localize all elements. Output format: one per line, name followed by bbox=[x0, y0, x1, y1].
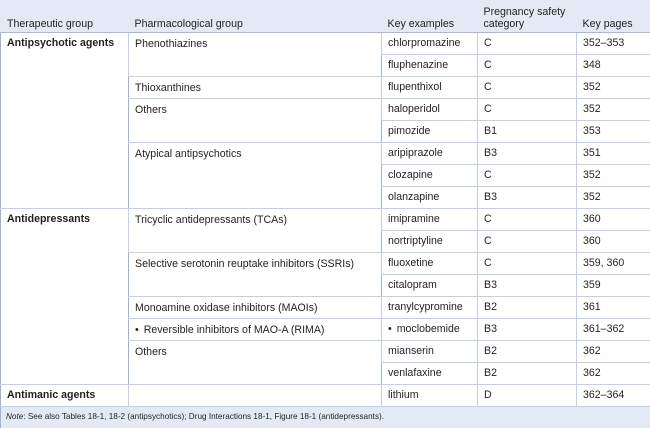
example-cell: imipramine bbox=[382, 208, 478, 230]
pharmacological-group-cell: Monoamine oxidase inhibitors (MAOIs) bbox=[129, 296, 382, 318]
header-pregnancy-category: Pregnancy safety category bbox=[478, 0, 577, 32]
header-therapeutic-group: Therapeutic group bbox=[1, 0, 129, 32]
category-cell: C bbox=[478, 208, 577, 230]
example-cell: fluoxetine bbox=[382, 252, 478, 274]
example-cell: tranylcypromine bbox=[382, 296, 478, 318]
pages-cell: 352 bbox=[577, 164, 650, 186]
therapeutic-group-cell: Antimanic agents bbox=[1, 384, 129, 406]
pharmacological-group-cell: Others bbox=[129, 340, 382, 384]
bullet-marker: • bbox=[135, 324, 139, 336]
pages-cell: 360 bbox=[577, 208, 650, 230]
category-cell: B2 bbox=[478, 362, 577, 384]
category-cell: C bbox=[478, 32, 577, 54]
pages-cell: 360 bbox=[577, 230, 650, 252]
pages-cell: 353 bbox=[577, 120, 650, 142]
note-text: : See also Tables 18-1, 18-2 (antipsychotics); Drug Interactions 18-1, Figure 18-1 (antidepressants). bbox=[23, 412, 384, 421]
category-cell: B2 bbox=[478, 296, 577, 318]
pharmacological-group-cell: Thioxanthines bbox=[129, 76, 382, 98]
table-note-row bbox=[1, 406, 650, 428]
pharmacological-group-cell: Tricyclic antidepressants (TCAs) bbox=[129, 208, 382, 252]
table-row bbox=[1, 208, 650, 230]
example-cell: citalopram bbox=[382, 274, 478, 296]
pharmacological-group-cell: Others bbox=[129, 98, 382, 142]
note-label: Note bbox=[6, 412, 23, 421]
pages-cell: 352 bbox=[577, 98, 650, 120]
table-note bbox=[1, 406, 650, 428]
category-cell: C bbox=[478, 230, 577, 252]
example-cell: chlorpromazine bbox=[382, 32, 478, 54]
pages-cell: 362–364 bbox=[577, 384, 650, 406]
example-cell: fluphenazine bbox=[382, 54, 478, 76]
category-cell: C bbox=[478, 98, 577, 120]
category-cell: B3 bbox=[478, 318, 577, 340]
example-cell: pimozide bbox=[382, 120, 478, 142]
example-cell: mianserin bbox=[382, 340, 478, 362]
category-cell: B1 bbox=[478, 120, 577, 142]
category-cell: C bbox=[478, 252, 577, 274]
header-key-pages: Key pages bbox=[577, 0, 650, 32]
example-cell: olanzapine bbox=[382, 186, 478, 208]
pages-cell: 361–362 bbox=[577, 318, 650, 340]
bullet-marker: • bbox=[388, 323, 392, 335]
pharmacological-group-cell: Selective serotonin reuptake inhibitors (SSRIs) bbox=[129, 252, 382, 296]
example-cell: haloperidol bbox=[382, 98, 478, 120]
category-cell: C bbox=[478, 54, 577, 76]
example-cell: lithium bbox=[382, 384, 478, 406]
header-row bbox=[1, 0, 650, 32]
pages-cell: 351 bbox=[577, 142, 650, 164]
category-cell: C bbox=[478, 76, 577, 98]
category-cell: C bbox=[478, 164, 577, 186]
pages-cell: 359, 360 bbox=[577, 252, 650, 274]
pages-cell: 352 bbox=[577, 186, 650, 208]
therapeutic-group-cell: Antidepressants bbox=[1, 208, 129, 384]
pages-cell: 352 bbox=[577, 76, 650, 98]
pharmacological-group-cell: Atypical antipsychotics bbox=[129, 142, 382, 208]
therapeutic-group-cell: Antipsychotic agents bbox=[1, 32, 129, 208]
category-cell: B3 bbox=[478, 186, 577, 208]
table-header bbox=[1, 0, 650, 32]
category-cell: B3 bbox=[478, 274, 577, 296]
example-cell: flupenthixol bbox=[382, 76, 478, 98]
category-cell: B2 bbox=[478, 340, 577, 362]
example-label: moclobemide bbox=[397, 323, 460, 335]
header-key-examples: Key examples bbox=[382, 0, 478, 32]
pharmacological-group-cell bbox=[129, 384, 382, 406]
example-cell: nortriptyline bbox=[382, 230, 478, 252]
pharmacological-group-cell bbox=[129, 318, 382, 340]
example-cell: clozapine bbox=[382, 164, 478, 186]
pages-cell: 362 bbox=[577, 340, 650, 362]
example-cell: aripiprazole bbox=[382, 142, 478, 164]
table-row bbox=[1, 384, 650, 406]
pages-cell: 359 bbox=[577, 274, 650, 296]
table-row bbox=[1, 32, 650, 54]
pages-cell: 352–353 bbox=[577, 32, 650, 54]
category-cell: D bbox=[478, 384, 577, 406]
pharmacological-group-label: Reversible inhibitors of MAO-A (RIMA) bbox=[144, 324, 325, 336]
example-cell bbox=[382, 318, 478, 340]
header-pharmacological-group: Pharmacological group bbox=[129, 0, 382, 32]
pages-cell: 348 bbox=[577, 54, 650, 76]
table-body bbox=[1, 32, 650, 428]
category-cell: B3 bbox=[478, 142, 577, 164]
pages-cell: 362 bbox=[577, 362, 650, 384]
example-cell: venlafaxine bbox=[382, 362, 478, 384]
pharmacological-group-cell: Phenothiazines bbox=[129, 32, 382, 76]
pages-cell: 361 bbox=[577, 296, 650, 318]
